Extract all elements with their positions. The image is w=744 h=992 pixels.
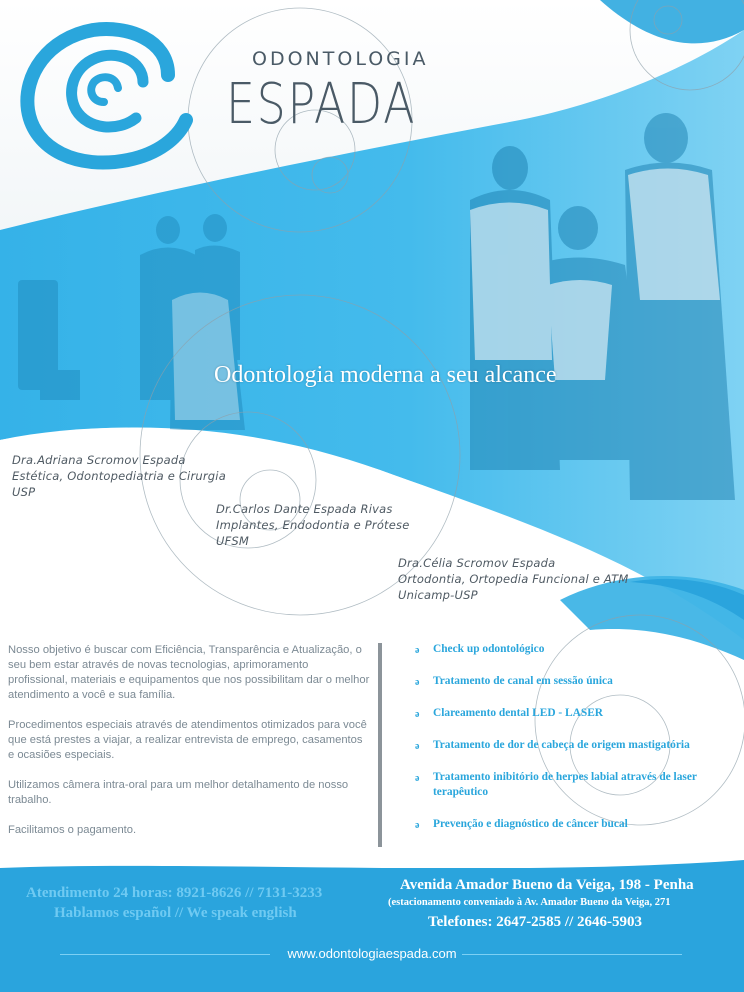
doctor-school: Unicamp-USP [398,588,478,602]
swirl-bullet-icon: ə [415,820,420,831]
column-divider [378,643,382,847]
doctor-name: Dra.Adriana Scromov Espada [12,453,186,467]
service-label: Tratamento de canal em sessão única [433,675,613,687]
about-paragraph: Procedimentos especiais através de atendimentos otimizados para você que está prestes a viajar, a realizar entrevista de emprego, casamentos e ocasiões especiais. [8,719,367,761]
swirl-bullet-icon: ə [415,741,420,752]
brand-title: ESPADA [226,72,417,137]
doctor-name: Dr.Carlos Dante Espada Rivas [216,502,393,516]
service-item [415,738,735,753]
parking-text: (estacionamento conveniado à Av. Amador Bueno da Veiga, 271 [388,897,671,908]
service-item [415,642,735,657]
doctor-card [216,501,410,549]
about-paragraph: Nosso objetivo é buscar com Eficiência, Transparência e Atualização, o seu bem estar através de novas tecnologias, aprimoramento profissional, materiais e equipamentos que nos possibilitam dar o melhor atendimento a você e sua família. [8,644,370,701]
doctor-specialty: Ortodontia, Ortopedia Funcional e ATM [398,572,629,586]
doctor-specialty: Implantes, Endodontia e Prótese [216,518,410,532]
service-item [415,770,735,800]
doctor-card [12,452,226,500]
service-label: Clareamento dental LED - LASER [433,707,604,719]
service-label: Tratamento de dor de cabeça de origem mastigatória [433,739,690,751]
service-item [415,674,735,689]
swirl-bullet-icon: ə [415,709,420,720]
website-link[interactable]: www.odontologiaespada.com [287,946,457,961]
doctor-school: UFSM [216,534,250,548]
service-label: Prevenção e diagnóstico de câncer bucal [433,818,628,830]
service-item [415,817,735,832]
doctor-card [398,555,628,603]
address-text: Avenida Amador Bueno da Veiga, 198 - Penha [400,877,694,893]
doctor-school: USP [12,485,36,499]
tagline: Odontologia moderna a seu alcance [214,362,557,388]
doctor-specialty: Estética, Odontopediatria e Cirurgia [12,469,226,483]
service-item [415,706,735,721]
footer [0,868,744,992]
footer-rule [462,954,682,955]
about-paragraph: Facilitamos o pagamento. [8,824,137,836]
about-text [8,643,370,853]
services-list [415,642,735,832]
languages-text: Hablamos español // We speak english [54,905,297,921]
brand-subtitle: ODONTOLOGIA [252,48,429,70]
swirl-e-logo-icon [18,20,198,170]
service-label: Check up odontológico [433,643,545,655]
swirl-bullet-icon: ə [415,677,420,688]
swirl-bullet-icon: ə [415,645,420,656]
about-paragraph: Utilizamos câmera intra-oral para um melhor detalhamento de nosso trabalho. [8,779,349,806]
swirl-bullet-icon: ə [415,773,420,784]
doctor-name: Dra.Célia Scromov Espada [398,556,556,570]
phones-text: Telefones: 2647-2585 // 2646-5903 [428,914,643,930]
hours-text: Atendimento 24 horas: 8921-8626 // 7131-3233 [26,885,323,901]
service-label: Tratamento inibitório de herpes labial através de laser terapêutico [433,771,697,798]
